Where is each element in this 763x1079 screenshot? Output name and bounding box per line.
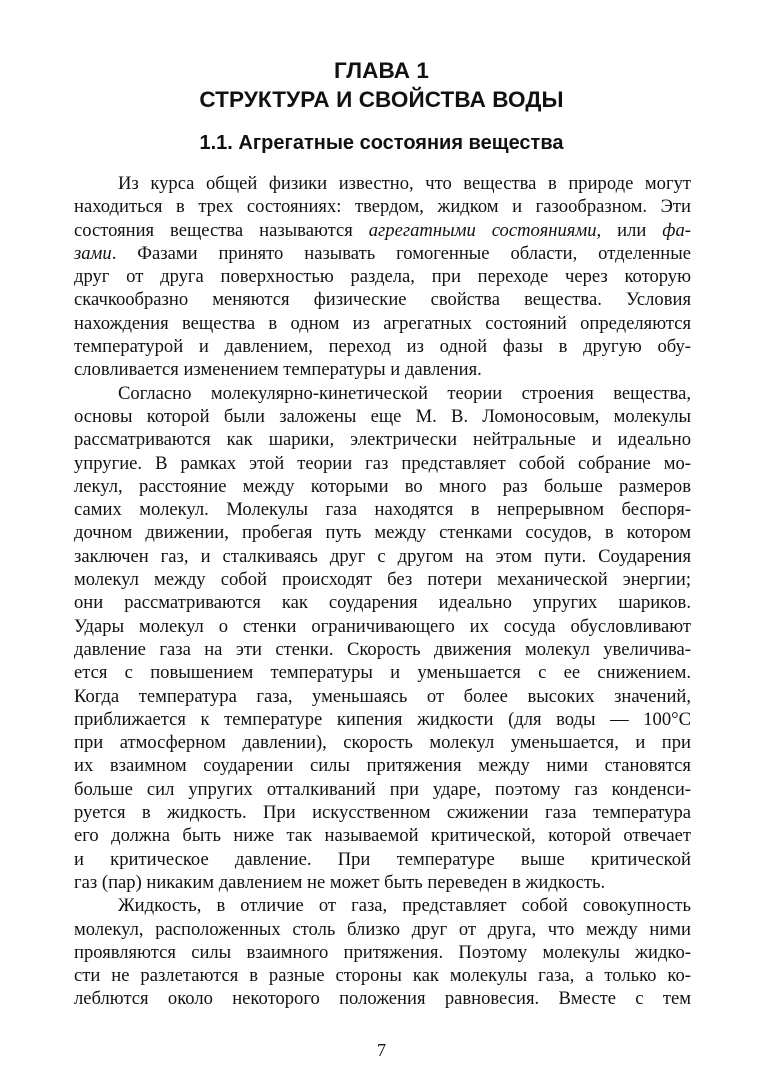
text-segment: Жидкость, в отличие от газа, представляет собой совокупность xyxy=(118,895,691,917)
text-line xyxy=(74,475,691,498)
page-number: 7 xyxy=(377,1040,386,1060)
text-line xyxy=(74,452,691,475)
text-segment: Когда температура газа, уменьшаясь от более высоких значений, xyxy=(74,685,691,707)
text-segment: они рассматриваются как соударения идеально упругих шариков. xyxy=(74,592,691,614)
text-line xyxy=(74,964,691,987)
text-segment: словливается изменением температуры и давления. xyxy=(74,359,482,381)
text-segment: упругие. В рамках этой теории газ представляет собой собрание мо- xyxy=(74,452,691,474)
text-segment: их взаимном соударении силы притяжения между ними становятся xyxy=(74,755,691,777)
text-line xyxy=(74,382,691,405)
text-line xyxy=(74,172,691,195)
italic-term: зами xyxy=(74,242,112,264)
text-segment: ется с повышением температуры и уменьшается с ее снижением. xyxy=(74,662,691,684)
text-segment: газ (пар) никаким давлением не может быть переведен в жидкость. xyxy=(74,871,606,893)
text-segment: . Фазами принято называть гомогенные области, отделенные xyxy=(111,242,691,264)
text-segment: самих молекул. Молекулы газа находятся в непрерывном беспоря- xyxy=(74,499,691,521)
paragraph xyxy=(74,172,691,382)
paragraph xyxy=(74,382,691,895)
text-segment: скачкообразно меняются физические свойства вещества. Условия xyxy=(74,289,691,311)
chapter-heading xyxy=(0,56,763,114)
text-segment: Согласно молекулярно-кинетической теории строения вещества, xyxy=(118,382,691,404)
text-line xyxy=(74,615,691,638)
text-line xyxy=(74,358,691,381)
text-line xyxy=(74,545,691,568)
text-line xyxy=(74,521,691,544)
text-segment: приближается к температуре кипения жидкости (для воды — 100°С xyxy=(74,708,691,730)
text-line xyxy=(74,871,691,894)
text-segment: при атмосферном давлении), скорость молекул уменьшается, и при xyxy=(74,732,691,754)
section-title: 1.1. Агрегатные состояния вещества xyxy=(199,132,564,154)
text-segment: Из курса общей физики известно, что вещества в природе могут xyxy=(118,173,691,194)
text-segment: температурой и давлением, переход из одной фазы в другую обу- xyxy=(74,336,691,358)
text-segment: больше сил упругих отталкиваний при ударе, поэтому газ конденси- xyxy=(74,778,691,800)
text-line xyxy=(74,824,691,847)
text-line xyxy=(74,661,691,684)
paragraph xyxy=(74,894,691,1010)
text-line xyxy=(74,568,691,591)
text-line xyxy=(74,731,691,754)
body-text xyxy=(74,172,691,1011)
text-line xyxy=(74,638,691,661)
text-segment: проявляются силы взаимного притяжения. Поэтому молекулы жидко- xyxy=(74,941,691,963)
text-line xyxy=(74,591,691,614)
text-segment: нахождения вещества в одном из агрегатных состояний определяются xyxy=(74,312,691,334)
text-line xyxy=(74,405,691,428)
text-segment: друг от друга поверхностью раздела, при переходе через которую xyxy=(74,266,691,288)
text-segment: леблются около некоторого положения равновесия. Вместе с тем xyxy=(74,988,691,1010)
text-line xyxy=(74,498,691,521)
text-line xyxy=(74,335,691,358)
text-line xyxy=(74,265,691,288)
text-line xyxy=(74,242,691,265)
text-segment: сти не разлетаются в разные стороны как молекулы газа, а только ко- xyxy=(74,965,691,987)
text-line xyxy=(74,894,691,917)
text-segment: основы которой были заложены еще М. В. Ломоносовым, молекулы xyxy=(74,405,691,427)
chapter-title: СТРУКТУРА И СВОЙСТВА ВОДЫ xyxy=(199,87,564,112)
text-segment: , или xyxy=(596,219,663,241)
italic-term: агрегатными состояниями xyxy=(368,219,597,241)
text-line xyxy=(74,428,691,451)
text-segment: лекул, расстояние между которыми во много раз больше размеров xyxy=(74,475,691,497)
text-segment: молекул, расположенных столь близко друг от друга, что между ними xyxy=(74,918,691,940)
text-segment: состояния вещества называются xyxy=(74,219,369,241)
text-line xyxy=(74,918,691,941)
text-line xyxy=(74,219,691,242)
text-line xyxy=(74,941,691,964)
text-line xyxy=(74,778,691,801)
text-line xyxy=(74,801,691,824)
text-segment: и критическое давление. При температуре выше критической xyxy=(74,848,691,870)
text-line xyxy=(74,288,691,311)
text-segment: рассматриваются как шарики, электрически нейтральные и идеально xyxy=(74,429,691,451)
text-segment: молекул между собой происходят без потери механической энергии; xyxy=(74,569,691,591)
text-line xyxy=(74,848,691,871)
text-segment: его должна быть ниже так называемой критической, которой отвечает xyxy=(74,825,691,847)
text-line xyxy=(74,195,691,218)
text-segment: дочном движении, пробегая путь между стенками сосудов, в котором xyxy=(74,522,691,544)
text-line xyxy=(74,708,691,731)
text-segment: руется в жидкость. При искусственном сжижении газа температура xyxy=(74,802,691,824)
text-segment: давление газа на эти стенки. Скорость движения молекул увеличива- xyxy=(74,638,691,660)
chapter-label: ГЛАВА 1 xyxy=(333,58,430,83)
text-line xyxy=(74,312,691,335)
text-segment: Удары молекул о стенки ограничивающего их сосуда обусловливают xyxy=(74,615,691,637)
text-line xyxy=(74,754,691,777)
italic-term: фа- xyxy=(662,219,691,241)
text-segment: находиться в трех состояниях: твердом, жидком и газообразном. Эти xyxy=(74,196,691,218)
text-line xyxy=(74,987,691,1010)
text-segment: заключен газ, и сталкиваясь друг с другом на этом пути. Соударения xyxy=(74,545,691,567)
text-line xyxy=(74,685,691,708)
